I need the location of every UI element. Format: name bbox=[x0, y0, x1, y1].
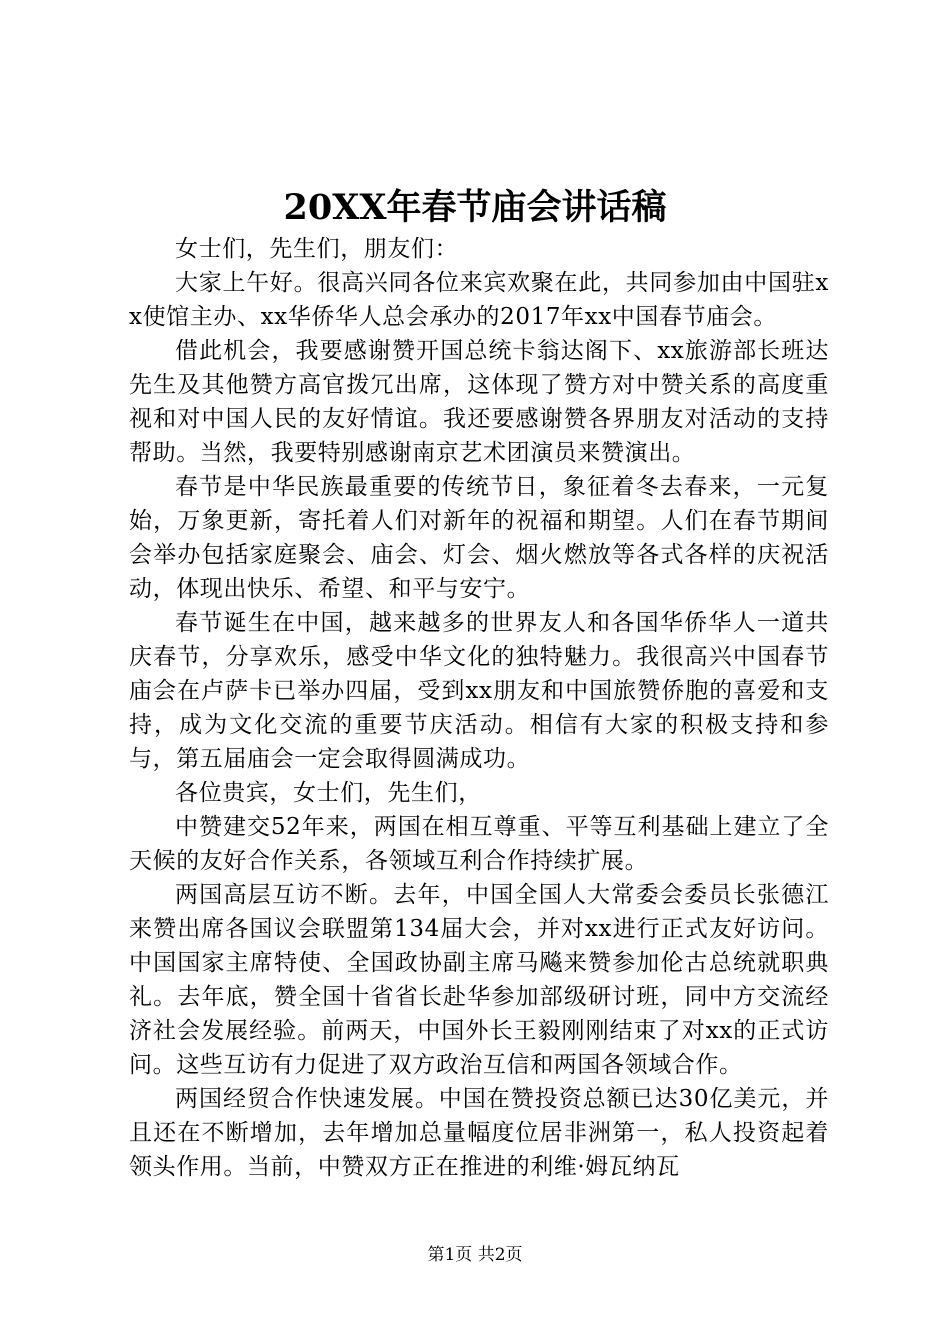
paragraph: 大家上午好。很高兴同各位来宾欢聚在此，共同参加由中国驻xx使馆主办、xx华侨华人总会承办的2017年xx中国春节庙会。 bbox=[129, 270, 829, 330]
document-body bbox=[129, 232, 829, 1184]
document-title: 20XX年春节庙会讲话稿 bbox=[283, 187, 667, 228]
page-number-footer: 第1页 共2页 bbox=[427, 1245, 523, 1265]
paragraph-greeting: 女士们，先生们，朋友们： bbox=[175, 236, 459, 262]
paragraph: 两国经贸合作快速发展。中国在赞投资总额已达30亿美元，并且还在不断增加，去年增加总量幅度位居非洲第一，私人投资起着领头作用。当前，中赞双方正在推进的利维·姆瓦纳瓦 bbox=[129, 1086, 829, 1180]
paragraph: 春节是中华民族最重要的传统节日，象征着冬去春来，一元复始，万象更新，寄托着人们对新年的祝福和期望。人们在春节期间会举办包括家庭聚会、庙会、灯会、烟火燃放等各式各样的庆祝活动，体现出快乐、希望、和平与安宁。 bbox=[129, 474, 829, 602]
paragraph: 中赞建交52年来，两国在相互尊重、平等互利基础上建立了全天候的友好合作关系，各领域互利合作持续扩展。 bbox=[129, 814, 829, 874]
paragraph: 两国高层互访不断。去年，中国全国人大常委会委员长张德江来赞出席各国议会联盟第134届大会，并对xx进行正式友好访问。中国国家主席特使、全国政协副主席马飚来赞参加伦古总统就职典礼。去年底，赞全国十省省长赴华参加部级研讨班，同中方交流经济社会发展经验。前两天，中国外长王毅刚刚结束了对xx的正式访问。这些互访有力促进了双方政治互信和两国各领域合作。 bbox=[129, 882, 829, 1078]
paragraph: 借此机会，我要感谢赞开国总统卡翁达阁下、xx旅游部长班达先生及其他赞方高官拨冗出席，这体现了赞方对中赞关系的高度重视和对中国人民的友好情谊。我还要感谢赞各界朋友对活动的支持帮助。当然，我要特别感谢南京艺术团演员来赞演出。 bbox=[129, 338, 829, 466]
paragraph: 春节诞生在中国，越来越多的世界友人和各国华侨华人一道共庆春节，分享欢乐，感受中华文化的独特魅力。我很高兴中国春节庙会在卢萨卡已举办四届，受到xx朋友和中国旅赞侨胞的喜爱和支持，成为文化交流的重要节庆活动。相信有大家的积极支持和参与，第五届庙会一定会取得圆满成功。 bbox=[129, 610, 829, 772]
paragraph: 各位贵宾，女士们，先生们， bbox=[175, 780, 482, 806]
